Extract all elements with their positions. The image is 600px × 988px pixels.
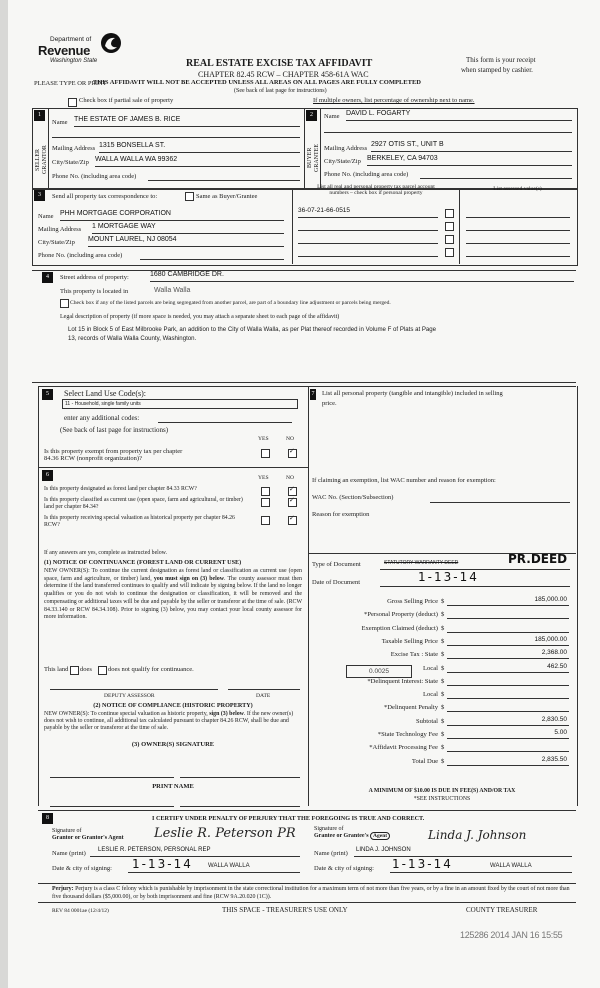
currency-sign: $ [441,731,445,738]
tax-line-value[interactable]: 2,368.00 [447,649,569,659]
form-id: REV 84 0001ae (12/4/12) [52,908,109,914]
grantor-date-value: 1-13-14 [132,857,193,871]
segregated-checkbox[interactable] [60,299,69,308]
street-label: Street address of property: [60,274,129,281]
does-qualify-checkbox[interactable] [70,666,79,675]
parcels-header-line1: List all real and personal property tax parcel account [317,184,435,190]
section-5-number: 5 [42,389,53,400]
doc-type-field[interactable] [380,552,570,570]
land-use-code-field[interactable]: 11 - Household, single family units [62,399,298,409]
tax-line-value[interactable]: 185,000.00 [447,636,569,646]
legal-line-1: Lot 15 in Block 5 of East Milbrooke Park, an addition to the City of Walla Walla, as per Plat thereof recorded in Volume F of Plats at Page [68,326,437,333]
partial-sale-label: Check box if partial sale of property [79,97,174,104]
form-title: REAL ESTATE EXCISE TAX AFFIDAVIT [186,58,373,69]
tax-line-label: Local [422,664,438,672]
logo-line2: Revenue [38,43,91,58]
grantee-name-label: Name (print) [314,850,348,857]
currency-sign: $ [441,757,445,765]
if-yes-note: If any answers are yes, complete as instructed below. [44,550,167,556]
notice1-body-a: NEW OWNER(S): To continue the current designation as forest land or classification as current use (open space, farm and agriculture, or timber) land, [44,568,302,582]
doc-type-label: Type of Document [312,561,361,568]
personal-property-line2: price. [322,400,337,407]
currency-sign: $ [441,691,445,699]
perjury-note [52,886,576,901]
partial-sale-checkbox[interactable] [68,98,77,107]
grantee-sig-label2: Grantee or Grantee's [314,833,369,839]
exempt-question [44,448,254,462]
receipt-note-2: when stamped by cashier. [461,66,533,74]
see-back: (See back of last page for instructions) [234,88,327,94]
corr-phone-field[interactable] [140,249,284,260]
please-type: PLEASE TYPE OR PRINT [34,80,107,87]
section-6-number: 6 [42,470,53,481]
grantee-label: GRANTEE [314,144,320,172]
grantee-city-value: WALLA WALLA [490,863,532,869]
assessed-value-field[interactable] [466,246,570,257]
exempt-no-checkbox[interactable] [288,449,297,458]
grantor-label: GRANTOR [42,145,48,175]
additional-codes-label: enter any additional codes: [64,414,140,422]
does-not-qualify-checkbox[interactable] [98,666,107,675]
does-not-label: does not qualify for continuance. [108,666,194,673]
tax-line-value[interactable] [447,702,569,712]
land-use-label: Select Land Use Code(s): [64,389,146,398]
tax-line-label: Exemption Claimed (deduct) [361,624,438,632]
personal-property-line1: List all personal property (tangible and intangible) included in selling [322,390,503,397]
tax-line-value[interactable] [447,609,569,619]
grantor-signature[interactable]: Leslie R. Peterson PR [154,826,296,841]
seller-label: SELLER [35,149,41,171]
grantee-signature[interactable]: Linda J. Johnson [428,828,527,842]
seller-city-label: City/State/Zip [52,159,89,166]
legal-line-2: 13, records of Walla Walla County, Washington. [68,335,197,342]
grantor-date-label: Date & city of signing: [52,865,112,872]
street-field[interactable]: 1680 CAMBRIDGE DR. [150,271,574,282]
buyer-name-label: Name [324,113,340,120]
tax-line-label: *Delinquent Penalty [383,704,438,712]
personal-property-checkbox[interactable] [445,222,454,231]
notice1-body [44,568,302,622]
currency-sign: $ [441,717,445,725]
exempt-question-line1: Is this property exempt from property tax per chapter [44,448,183,455]
buyer-name-field[interactable]: DAVID L. FOGARTY [346,110,572,121]
section-3-number: 3 [34,190,45,201]
designation-yes-checkbox[interactable] [261,498,270,507]
currency-sign: $ [441,598,445,605]
perjury-bold: Perjury: [52,886,74,892]
grantee-name-field[interactable]: LINDA J. JOHNSON [354,847,572,857]
receipt-note-1: This form is your receipt [466,56,536,64]
same-as-buyer-checkbox[interactable] [185,192,194,201]
grantor-name-label: Name (print) [52,850,86,857]
grantee-agent-circle: Agent [370,832,390,840]
deputy-assessor-label: DEPUTY ASSESSOR [104,693,155,699]
exemption-label: If claiming an exemption, list WAC number and reason for exemption: [312,477,496,484]
legal-label: Legal description of property (if more space is needed, you may attach a separate sheet to each page of the affidavit) [60,314,340,320]
multiple-owners-note: If multiple owners, list percentage of ownership next to name. [313,97,475,104]
doc-date-field[interactable] [380,572,570,587]
parcels-header-line2: numbers – check box if personal property [329,190,423,196]
land-use-see-back: (See back of last page for instructions) [60,426,169,434]
designation-no-checkbox[interactable] [288,516,297,525]
this-land-label: This land [44,666,69,673]
designation-no-checkbox[interactable] [288,487,297,496]
currency-sign: $ [441,704,445,712]
parcels-header [294,184,458,196]
designation-no-checkbox[interactable] [288,498,297,507]
dor-swirl-icon [100,32,122,54]
seller-address-label: Mailing Address [52,145,96,152]
county-treasurer: COUNTY TREASURER [466,906,538,914]
buyer-phone-label: Phone No. (including area code) [324,171,409,178]
no-header-6: NO [286,475,295,481]
tax-line-value[interactable] [447,676,569,686]
currency-sign: $ [441,637,445,645]
section-7-number: 7 [310,389,316,400]
corr-city-field[interactable]: MOUNT LAUREL, NJ 08054 [88,236,284,247]
section-1-number: 1 [34,110,45,121]
form-warning: THIS AFFIDAVIT WILL NOT BE ACCEPTED UNLESS ALL AREAS ON ALL PAGES ARE FULLY COMPLETED [93,79,421,86]
exempt-yes-checkbox[interactable] [261,449,270,458]
tax-line-value[interactable]: 185,000.00 [447,596,569,606]
buyer-phone-field[interactable] [420,168,572,179]
seller-phone-label: Phone No. (including area code) [52,173,137,180]
seller-address-field[interactable]: 1315 BONSELLA ST. [99,142,300,153]
wac-field[interactable] [430,492,570,503]
minimum-note: A MINIMUM OF $10.00 IS DUE IN FEE(S) AND/OR TAX [368,788,516,794]
tax-line-label: Total Due [411,757,438,765]
no-header-5: NO [286,436,295,442]
send-correspondence-label: Send all property tax correspondence to: [52,193,158,200]
see-instructions: *SEE INSTRUCTIONS [413,796,471,802]
located-value: Walla Walla [154,287,191,294]
designation-yes-checkbox[interactable] [261,487,270,496]
grantee-date-value: 1-13-14 [392,857,453,871]
designation-yes-checkbox[interactable] [261,516,270,525]
doc-date-label: Date of Document [312,579,361,586]
located-label: This property is located in [60,288,129,295]
corr-address-field[interactable]: 1 MORTGAGE WAY [92,223,284,234]
seller-city-field[interactable]: WALLA WALLA WA 99362 [95,156,300,167]
section-4-number: 4 [42,272,53,283]
wac-label: WAC No. (Section/Subsection) [312,494,394,501]
personal-property-checkbox[interactable] [445,235,454,244]
designation-question: Is this property receiving special valuation as historical property per chapter 84.26 RCW? [44,515,235,529]
seller-name-label: Name [52,119,68,126]
notice2-title: (2) NOTICE OF COMPLIANCE (HISTORIC PROPERTY) [93,702,253,709]
section-2-number: 2 [306,110,317,121]
tax-line-label: *Delinquent Interest: State [367,677,438,685]
parcel-number-field[interactable] [298,246,438,257]
form-chapter: CHAPTER 82.45 RCW – CHAPTER 458-61A WAC [198,70,369,79]
corr-address-label: Mailing Address [38,226,82,233]
dor-logo [28,36,138,70]
parcel-number-field[interactable] [298,233,438,244]
buyer-address-label: Mailing Address [324,145,368,152]
same-as-buyer-label: Same as Buyer/Grantee [196,193,258,200]
tax-line-label: Local [422,691,438,699]
seller-name-field[interactable]: THE ESTATE OF JAMES B. RICE [74,116,300,127]
notice2-body-bold: sign (3) below [209,711,244,717]
reason-label: Reason for exemption [312,511,370,518]
notice3-title: (3) OWNER(S) SIGNATURE [131,741,215,748]
does-label: does [80,666,92,673]
tax-line-label: Gross Selling Price [387,598,438,605]
corr-name-label: Name [38,213,54,220]
grantor-sig-label [52,828,124,842]
personal-property-checkbox[interactable] [445,248,454,257]
notice1-body-b: . The county assessor must then determine if the land transferred continues to qualify and will indicate by signing below. If the land no longer qualifies or you do not wish to continue the designation or classification, it will be removed and the compensating or additional taxes will be due and payable by the seller or transferor at the time of sale. (RCW 84.33.140 or RCW 84.34.108). Prior to signing (3) below, you may contact your local county assessor for more information. [44,575,302,621]
personal-property-checkbox[interactable] [445,209,454,218]
parcel-number-field[interactable] [298,220,438,231]
grantor-sig-label1: Signature of [52,828,82,834]
tax-line-label: *Personal Property (deduct) [364,611,438,619]
tax-line-label: Excise Tax : State [390,651,438,659]
currency-sign: $ [441,677,445,685]
tax-line-value[interactable] [447,742,569,752]
notice2-body-a: NEW OWNER(S): To continue special valuation as historic property, [44,711,208,717]
additional-codes-field[interactable] [158,412,292,423]
assessed-value-field[interactable] [466,207,570,218]
currency-sign: $ [441,664,445,672]
currency-sign: $ [441,744,445,752]
corr-city-label: City/State/Zip [38,239,75,246]
doc-type-struck: STATUTORY WARRANTY DEED [384,560,459,566]
certify-statement: I CERTIFY UNDER PENALTY OF PERJURY THAT THE FOREGOING IS TRUE AND CORRECT. [152,815,425,822]
designation-question: Is this property designated as forest land per chapter 84.33 RCW? [44,486,197,492]
grantor-city-value: WALLA WALLA [208,863,250,869]
notice1-title: (1) NOTICE OF CONTINUANCE (FOREST LAND OR CURRENT USE) [44,559,242,566]
tax-line-value[interactable]: 2,830.50 [447,716,569,726]
notice2-body-b: . If the new owner(s) does not wish to continue, all additional tax calculated pursuant to chapter 84.26 RCW, shall be due and payable by the seller or transferor at the time of sale. [44,711,294,732]
assessed-value-field[interactable] [466,233,570,244]
tax-line-value[interactable]: 5.00 [447,729,569,739]
currency-sign: $ [441,624,445,632]
yes-header-6: YES [258,475,269,481]
segregated-label: Check box if any of the listed parcels are being segregated from another parcel, are part of a boundary line adjustment or parcels being merged. [70,300,391,306]
grantor-name-field[interactable]: LESLIE R. PETERSON, PERSONAL REP [90,847,300,857]
grantee-sig-label [314,826,390,840]
doc-date-value: 1-13-14 [418,570,479,584]
currency-sign: $ [441,611,445,619]
buyer-side-label [307,135,321,181]
assessed-value-field[interactable] [466,220,570,231]
tax-line-value[interactable] [447,623,569,633]
seller-side-label [35,138,49,182]
affidavit-page [8,0,600,988]
buyer-address-field[interactable]: 2927 OTIS ST., UNIT B [371,141,572,152]
grantee-date-field[interactable] [390,857,572,873]
tax-line-label: *State Technology Fee [377,731,438,738]
treasurer-use: THIS SPACE - TREASURER'S USE ONLY [222,906,348,914]
grantee-date-label: Date & city of signing: [314,865,374,872]
currency-sign: $ [441,651,445,659]
seller-phone-field[interactable] [148,170,300,181]
grantee-sig-label1: Signature of [314,826,344,832]
grantor-date-field[interactable] [128,857,300,873]
exempt-question-line2: 84.36 RCW (nonprofit organization)? [44,455,142,462]
section-8-number: 8 [42,813,53,824]
personal-property-label [322,390,572,407]
corr-phone-label: Phone No. (including area code) [38,252,123,259]
date-label: DATE [256,693,271,699]
notice2-body [44,711,302,733]
print-name-label: PRINT NAME [152,783,194,790]
local-rate-field[interactable]: 0.0025 [346,665,412,678]
logo-line1: Department of [50,36,92,43]
yes-header-5: YES [258,436,269,442]
assessed-header: List assessed value(s) [493,186,542,192]
perjury-text: Perjury is a class C felony which is punishable by imprisonment in the state correctional institution for a maximum term of not more than five years, or by a fine in an amount fixed by the court of not more than five thousand dollars ($5,000.00), or by both imprisonment and fine (RCW 9A.20.020 (1C)). [52,886,570,900]
buyer-city-label: City/State/Zip [324,158,361,165]
designation-question: Is this property classified as current use (open space, farm and agricultural, or timber) land per chapter 84.34? [44,497,243,511]
tax-line-value[interactable]: 2,835.50 [447,756,569,766]
corr-name-field[interactable]: PHH MORTGAGE CORPORATION [60,210,284,221]
doc-type-value: PR.DEED [508,552,568,566]
notice1-body-bold: you must sign on (3) below [153,575,224,582]
tax-line-label: Subtotal [416,717,438,725]
buyer-city-field[interactable]: BERKELEY, CA 94703 [367,155,572,166]
grantor-sig-label2: Grantor or Grantor's Agent [52,835,124,841]
tax-line-label: *Affidavit Processing Fee [369,744,438,752]
tax-line-value[interactable] [447,689,569,699]
grantee-sig-label2-wrap [314,833,390,840]
logo-line3: Washington State [50,58,98,64]
tax-line-value[interactable]: 462.50 [447,663,569,673]
parcel-number-field[interactable]: 36-07-21-66-0515 [298,207,438,218]
recording-stamp: 125286 2014 JAN 16 15:55 [460,930,563,940]
buyer-label: BUYER [307,147,313,169]
tax-line-label: Taxable Selling Price [381,637,438,645]
